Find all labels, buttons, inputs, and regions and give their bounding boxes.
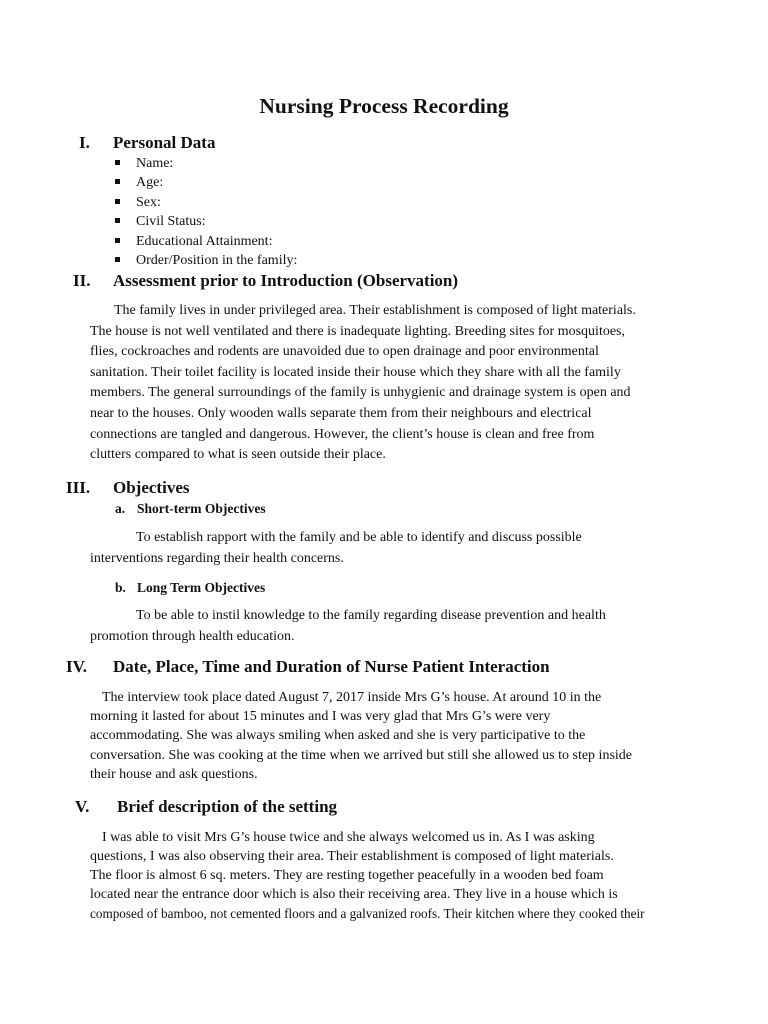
paragraph-line: questions, I was also observing their area. Their establishment is composed of light materials. [90, 849, 614, 864]
list-item-text: Civil Status: [136, 214, 206, 230]
paragraph-line: promotion through health education. [90, 628, 295, 644]
interaction-paragraph [90, 688, 690, 784]
bullet-square-icon [115, 199, 120, 204]
setting-paragraph [90, 828, 690, 923]
list-item-text: Age: [136, 175, 164, 191]
subheading-title: Short-term Objectives [137, 501, 266, 516]
paragraph-line: composed of bamboo, not cemented floors and a galvanized roofs. Their kitchen where they cooked their [90, 906, 645, 921]
personal-data-list [114, 154, 297, 270]
assessment-paragraph [90, 301, 680, 466]
paragraph-line: clutters compared to what is seen outside their place. [90, 447, 386, 463]
paragraph-line: conversation. She was cooking at the time when we arrived but still she allowed us to step inside [90, 747, 632, 763]
section-number: III. [66, 478, 91, 497]
paragraph-line: morning it lasted for about 15 minutes and I was very glad that Mrs G’s were very [90, 709, 551, 725]
paragraph-line: their house and ask questions. [90, 766, 258, 782]
section-title: Objectives [113, 478, 190, 497]
paragraph-line: interventions regarding their health concerns. [90, 550, 344, 566]
paragraph-line: The house is not well ventilated and there is inadequate lighting. Breeding sites for mosquitoes, [90, 323, 625, 339]
list-item [114, 193, 297, 212]
paragraph-line: The interview took place dated August 7, 2017 inside Mrs G’s house. At around 10 in the [102, 690, 602, 705]
subheading-title: Long Term Objectives [137, 580, 266, 595]
list-item [114, 154, 297, 173]
bullet-square-icon [115, 218, 120, 223]
section-number: IV. [66, 657, 87, 676]
paragraph-line: I was able to visit Mrs G’s house twice and she always welcomed us in. As I was asking [102, 830, 595, 845]
long-term-paragraph [90, 606, 680, 647]
subheading-letter: b. [115, 580, 126, 595]
paragraph-line: near to the houses. Only wooden walls separate them from their neighbours and electrical [90, 405, 592, 421]
section-title: Brief description of the setting [117, 797, 338, 816]
subheading-letter: a. [115, 501, 126, 516]
paragraph-line: accommodating. She was always smiling when asked and she is very participative to the [90, 728, 586, 744]
paragraph-line: flies, cockroaches and rodents are unavoided due to open drainage and poor environmental [90, 344, 599, 360]
paragraph-line: sanitation. Their toilet facility is located inside their house which they share with all the family [90, 364, 621, 380]
section-number: I. [79, 133, 90, 152]
section-number: V. [75, 797, 90, 816]
paragraph-line: located near the entrance door which is also their receiving area. They live in a house which is [90, 887, 618, 902]
short-term-paragraph [90, 528, 680, 569]
list-item-text: Sex: [136, 194, 161, 210]
paragraph-line: members. The general surroundings of the family is unhygienic and drainage system is open and [90, 385, 631, 401]
bullet-square-icon [115, 257, 120, 262]
document-title: Nursing Process Recording [259, 94, 509, 118]
paragraph-line: connections are tangled and dangerous. However, the client’s house is clean and free from [90, 426, 595, 442]
bullet-square-icon [115, 238, 120, 243]
bullet-square-icon [115, 179, 120, 184]
subheading-short-term [115, 500, 415, 518]
section-title: Date, Place, Time and Duration of Nurse Patient Interaction [113, 657, 550, 676]
list-item [114, 173, 297, 192]
section-number: II. [73, 271, 91, 290]
list-item [114, 251, 297, 270]
paragraph-line: The family lives in under privileged area. Their establishment is composed of light materials. [114, 303, 636, 318]
section-title: Personal Data [113, 133, 216, 152]
paragraph-line: The floor is almost 6 sq. meters. They are resting together peacefully in a wooden bed foam [90, 868, 604, 883]
subheading-long-term [115, 579, 415, 597]
paragraph-line: To establish rapport with the family and be able to identify and discuss possible [136, 530, 582, 545]
section-title: Assessment prior to Introduction (Observation) [113, 271, 459, 290]
list-item [114, 232, 297, 251]
list-item [114, 212, 297, 231]
paragraph-line: To be able to instil knowledge to the family regarding disease prevention and health [136, 608, 606, 623]
list-item-text: Order/Position in the family: [136, 252, 298, 268]
list-item-text: Educational Attainment: [136, 233, 273, 249]
bullet-square-icon [115, 160, 120, 165]
list-item-text: Name: [136, 156, 174, 171]
